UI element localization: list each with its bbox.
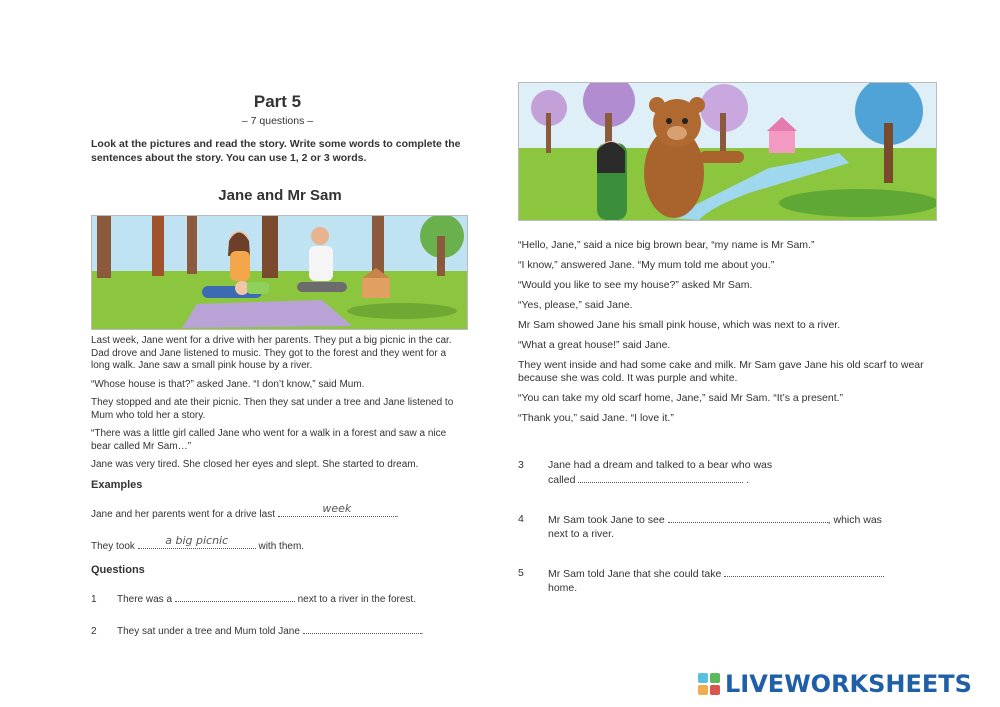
story-paragraph: Mr Sam showed Jane his small pink house, which was next to a river. <box>518 319 841 331</box>
story-paragraph: “There was a little girl called Jane who went for a walk in a forest and saw a nice bear called Mr Sam…” <box>91 428 447 452</box>
question-3 <box>518 458 938 487</box>
question-3-number: 3 <box>518 459 524 471</box>
story-paragraph: “What a great house!” said Jane. <box>518 339 671 351</box>
example-2-answer-blank <box>138 534 256 549</box>
question-1-answer-field[interactable] <box>175 591 295 602</box>
example-1-text: Jane and her parents went for a drive last <box>91 509 275 520</box>
story-title: Jane and Mr Sam <box>218 187 342 204</box>
example-1-end: . <box>395 509 399 520</box>
story-paragraph: They went inside and had some cake and milk. Mr Sam gave Jane his old scarf to wear because she was cold. It was purple and white. <box>518 359 924 384</box>
question-5-number: 5 <box>518 567 524 579</box>
example-2-answer: a big picnic <box>165 534 229 547</box>
example-2-end: with them. <box>258 541 305 552</box>
story-paragraph: “Would you like to see my house?” asked Mr Sam. <box>518 279 753 291</box>
story-paragraph: “Hello, Jane,” said a nice big brown bear, “my name is Mr Sam.” <box>518 239 815 251</box>
question-1-number: 1 <box>91 594 97 605</box>
story-paragraph: They stopped and ate their picnic. Then they sat under a tree and Jane listened to Mum who told her a story. <box>91 397 454 421</box>
story-paragraph: “Whose house is that?” asked Jane. “I don’t know,” said Mum. <box>91 378 365 390</box>
story-paragraph: Jane was very tired. She closed her eyes and slept. She started to dream. <box>91 459 419 470</box>
question-1-text: There was a <box>117 594 173 605</box>
liveworksheets-logo <box>698 668 972 700</box>
story-right <box>518 239 938 432</box>
story-paragraph: “Yes, please,” said Jane. <box>518 299 633 311</box>
question-4-text: Mr Sam took Jane to see <box>548 514 665 526</box>
question-4-number: 4 <box>518 513 524 525</box>
questions-label: Questions <box>91 564 145 576</box>
question-2-number: 2 <box>91 626 97 637</box>
question-5 <box>518 566 938 595</box>
logo-text: LIVEWORKSHEETS <box>725 670 972 698</box>
question-5-line-2: home. <box>548 582 578 594</box>
question-2 <box>91 623 423 637</box>
question-4-line-2: next to a river. <box>548 528 614 540</box>
part-title: Part 5 <box>253 92 302 111</box>
story-left <box>91 335 466 478</box>
question-4-answer-field[interactable] <box>668 512 828 523</box>
question-5-answer-field[interactable] <box>724 566 884 577</box>
question-5-line-1 <box>548 566 938 581</box>
question-4 <box>518 512 938 541</box>
story-paragraph: “You can take my old scarf home, Jane,” said Mr Sam. “It’s a present.” <box>518 391 844 404</box>
question-2-end: . <box>420 626 424 637</box>
question-3-text: Jane had a dream and talked to a bear who was <box>548 459 773 471</box>
question-3-end: . <box>746 474 750 486</box>
question-4-text-2: , which was <box>827 514 882 526</box>
question-5-text: Mr Sam told Jane that she could take <box>548 568 722 580</box>
story-paragraph: Last week, Jane went for a drive with her parents. They put a big picnic in the car. Dad drove and Jane listened to music. They got to the forest and they went for a long walk. Jane saw a small pink house by a river. <box>91 335 452 371</box>
question-4-line-1 <box>548 512 938 527</box>
question-1-end: next to a river in the forest. <box>297 594 416 605</box>
question-3-answer-field[interactable] <box>578 472 743 483</box>
example-1-answer: week <box>322 502 352 515</box>
question-2-text: They sat under a tree and Mum told Jane <box>117 626 300 637</box>
example-2 <box>91 534 305 552</box>
question-2-answer-field[interactable] <box>303 623 421 634</box>
question-3-text-2: called <box>548 474 576 486</box>
question-1 <box>91 591 416 605</box>
example-1 <box>91 502 399 520</box>
example-2-text: They took <box>91 541 135 552</box>
part-subtitle: – 7 questions – <box>241 115 314 127</box>
logo-icon <box>698 673 720 695</box>
picnic-illustration <box>91 215 468 330</box>
question-3-line-2 <box>548 472 938 487</box>
story-paragraph: “Thank you,” said Jane. “I love it.” <box>518 411 674 424</box>
example-1-answer-blank <box>278 502 396 517</box>
bear-illustration <box>518 82 937 221</box>
instructions: Look at the pictures and read the story. Write some words to complete the sentences about the story. You can use 1, 2 or 3 words. <box>91 138 461 164</box>
examples-label: Examples <box>91 479 143 491</box>
story-paragraph: “I know,” answered Jane. “My mum told me about you.” <box>518 259 775 271</box>
